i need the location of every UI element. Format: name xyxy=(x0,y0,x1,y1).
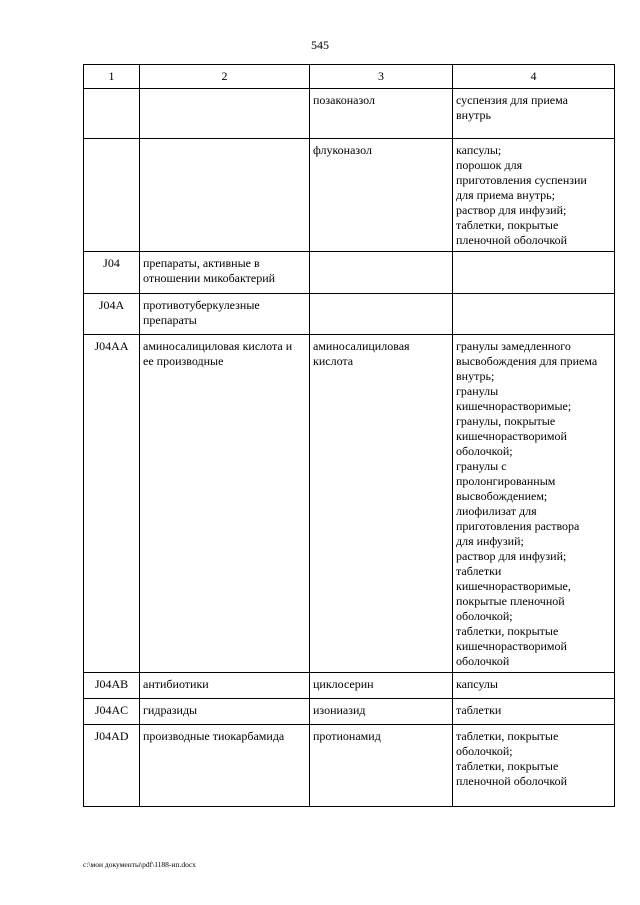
column-header-1: 1 xyxy=(84,65,140,89)
atc-code-cell: J04AB xyxy=(84,673,140,699)
dosage-form-cell: таблетки, покрытые оболочкой; таблетки, покрытые пленочной оболочкой xyxy=(453,725,615,807)
group-name-cell: гидразиды xyxy=(140,699,310,725)
substance-cell: аминосалициловая кислота xyxy=(310,335,453,673)
table-header-row xyxy=(84,65,615,89)
drug-table xyxy=(83,64,615,807)
substance-cell: флуконазол xyxy=(310,139,453,252)
atc-code-cell xyxy=(84,89,140,139)
substance-cell: изониазид xyxy=(310,699,453,725)
group-name-cell: препараты, активные в отношении микобактерий xyxy=(140,252,310,294)
table-row xyxy=(84,139,615,252)
dosage-form-cell xyxy=(453,252,615,294)
dosage-form-cell: капсулы; порошок для приготовления суспензии для приема внутрь; раствор для инфузий; таблетки, покрытые пленочной оболочкой xyxy=(453,139,615,252)
group-name-cell: аминосалициловая кислота и ее производные xyxy=(140,335,310,673)
substance-cell: циклосерин xyxy=(310,673,453,699)
atc-code-cell: J04AA xyxy=(84,335,140,673)
dosage-form-cell: суспензия для приема внутрь xyxy=(453,89,615,139)
column-header-2: 2 xyxy=(140,65,310,89)
group-name-cell: производные тиокарбамида xyxy=(140,725,310,807)
dosage-form-cell: гранулы замедленного высвобождения для приема внутрь; гранулы кишечнорастворимые; гранулы, покрытые кишечнорастворимой оболочкой; гранулы с пролонгированным высвобождением; лиофилизат для приготовления раствора для инфузий; раствор для инфузий; таблетки кишечнорастворимые, покрытые пленочной оболочкой; таблетки, покрытые кишечнорастворимой оболочкой xyxy=(453,335,615,673)
column-header-4: 4 xyxy=(453,65,615,89)
atc-code-cell: J04 xyxy=(84,252,140,294)
table-body xyxy=(84,89,615,807)
atc-code-cell xyxy=(84,139,140,252)
table-row xyxy=(84,89,615,139)
table-row xyxy=(84,699,615,725)
dosage-form-cell: таблетки xyxy=(453,699,615,725)
dosage-form-cell: капсулы xyxy=(453,673,615,699)
column-header-3: 3 xyxy=(310,65,453,89)
table-row xyxy=(84,252,615,294)
table-row xyxy=(84,335,615,673)
group-name-cell: антибиотики xyxy=(140,673,310,699)
footer-file-path: c:\мои документы\pdf\1188-ип.docx xyxy=(83,860,196,869)
atc-code-cell: J04AD xyxy=(84,725,140,807)
group-name-cell xyxy=(140,139,310,252)
page-number: 545 xyxy=(311,38,329,52)
table-row xyxy=(84,725,615,807)
atc-code-cell: J04AC xyxy=(84,699,140,725)
table-row xyxy=(84,673,615,699)
substance-cell xyxy=(310,294,453,335)
substance-cell: протионамид xyxy=(310,725,453,807)
group-name-cell: противотуберкулезные препараты xyxy=(140,294,310,335)
substance-cell: позаконазол xyxy=(310,89,453,139)
table-row xyxy=(84,294,615,335)
dosage-form-cell xyxy=(453,294,615,335)
atc-code-cell: J04A xyxy=(84,294,140,335)
substance-cell xyxy=(310,252,453,294)
group-name-cell xyxy=(140,89,310,139)
